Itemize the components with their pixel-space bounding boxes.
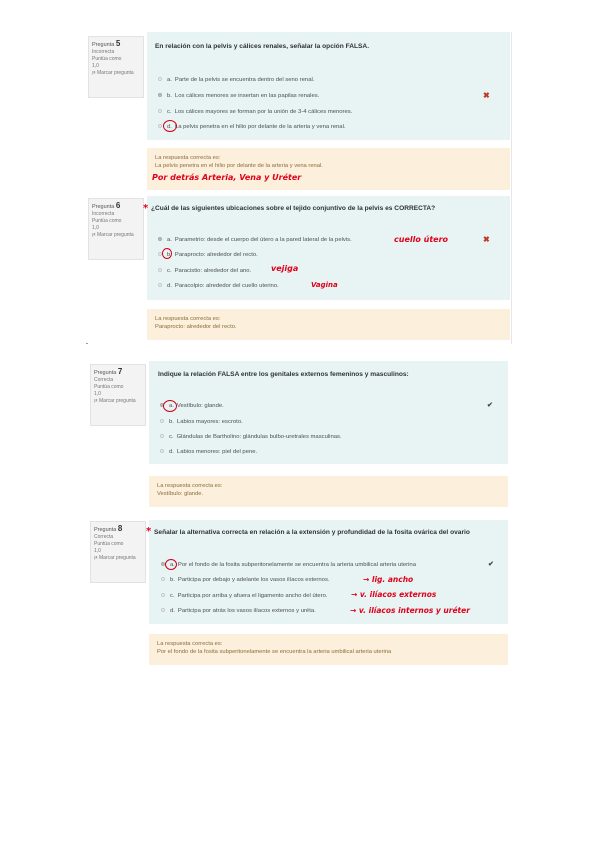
answer-option[interactable]: d. Paracolpio: alrededor del cuello uterino. bbox=[158, 283, 279, 289]
score-label: Puntúa como bbox=[94, 384, 124, 390]
feedback-box bbox=[149, 476, 508, 507]
score-value: 1,0 bbox=[92, 63, 99, 69]
handwritten-circle bbox=[163, 120, 177, 132]
handwritten-note: → lig. ancho bbox=[363, 575, 414, 584]
radio-button[interactable] bbox=[158, 77, 162, 81]
answer-option[interactable]: c. Paracistio: alrededor del ano. bbox=[158, 268, 251, 274]
radio-button[interactable] bbox=[158, 283, 162, 287]
handwritten-asterisk: * bbox=[146, 526, 152, 537]
handwritten-note: cuello útero bbox=[394, 235, 449, 244]
radio-button[interactable] bbox=[161, 577, 165, 581]
radio-button[interactable] bbox=[160, 419, 164, 423]
answer-option[interactable]: c. Los cálices mayores se forman por la unión de 3-4 cálices menores. bbox=[158, 109, 352, 115]
handwritten-circle bbox=[165, 559, 177, 570]
score-label: Puntúa como bbox=[92, 218, 122, 224]
radio-button[interactable] bbox=[161, 608, 165, 612]
flag-icon bbox=[94, 556, 98, 560]
score-value: 1,0 bbox=[94, 391, 101, 397]
question-text: ¿Cuál de las siguientes ubicaciones sobre el tejido conjuntivo de la pelvis es CORRECTA? bbox=[151, 205, 436, 212]
correct-icon: ✔ bbox=[487, 402, 493, 409]
feedback-answer: Paraprocto: alrededor del recto. bbox=[155, 324, 237, 330]
radio-button[interactable] bbox=[158, 237, 162, 241]
question-text: Indique la relación FALSA entre los genitales externos femeninos y masculinos: bbox=[158, 371, 409, 378]
handwritten-note: vejiga bbox=[271, 264, 299, 273]
answer-option[interactable]: b. Los cálices menores se insertan en las papilas renales. bbox=[158, 93, 319, 99]
radio-button[interactable] bbox=[158, 268, 162, 272]
incorrect-icon: ✖ bbox=[483, 91, 490, 100]
feedback-title: La respuesta correcta es: bbox=[155, 155, 221, 161]
flag-icon bbox=[92, 233, 96, 237]
answer-option[interactable]: b. Participa por debajo y adelante los vasos ilíacos externos. bbox=[161, 577, 330, 583]
question-info-7 bbox=[90, 364, 146, 426]
answer-option[interactable]: d. Participa por atrás los vasos ilíacos externos y uréta. bbox=[161, 608, 316, 614]
radio-button[interactable] bbox=[158, 109, 162, 113]
question-info-8 bbox=[90, 521, 146, 583]
answer-option[interactable]: b. Labios mayores: escroto. bbox=[160, 419, 243, 425]
feedback-title: La respuesta correcta es: bbox=[157, 641, 223, 647]
score-value: 1,0 bbox=[92, 225, 99, 231]
handwritten-note: → v. ilíacos internos y uréter bbox=[350, 606, 470, 615]
radio-button[interactable] bbox=[160, 434, 164, 438]
handwritten-circle bbox=[162, 248, 172, 259]
flag-question-link[interactable]: Marcar pregunta bbox=[94, 555, 142, 562]
incorrect-icon: ✖ bbox=[483, 235, 490, 244]
feedback-title: La respuesta correcta es: bbox=[157, 483, 223, 489]
radio-button[interactable] bbox=[160, 449, 164, 453]
feedback-answer: Vestíbulo: glande. bbox=[157, 491, 204, 497]
feedback-box bbox=[149, 634, 508, 665]
score-label: Puntúa como bbox=[94, 541, 124, 547]
answer-option[interactable]: c. Participa por arriba y afuera el ligamento ancho del útero. bbox=[161, 593, 328, 599]
feedback-answer: Por el fondo de la fosita subperitonelamente se encuentra la arteria umbilical arteria uterina bbox=[157, 649, 392, 655]
handwritten-circle bbox=[163, 400, 177, 412]
answer-option[interactable]: a. Parte de la pelvis se encuentra dentro del seno renal. bbox=[158, 77, 314, 83]
answer-option[interactable]: a. Parametrio: desde el cuerpo del útero a la pared lateral de la pelvis. bbox=[158, 237, 352, 243]
answer-option[interactable]: b. Paraprocto: alrededor del recto. bbox=[158, 252, 258, 258]
page-edge-line bbox=[511, 32, 512, 344]
flag-icon bbox=[94, 399, 98, 403]
question-number: Pregunta 6 bbox=[92, 201, 121, 210]
question-info-5 bbox=[88, 36, 144, 98]
radio-button[interactable] bbox=[158, 93, 162, 97]
flag-question-link[interactable]: Marcar pregunta bbox=[92, 70, 140, 77]
score-label: Puntúa como bbox=[92, 56, 122, 62]
page-mark bbox=[86, 343, 88, 344]
feedback-title: La respuesta correcta es: bbox=[155, 316, 221, 322]
flag-question-link[interactable]: Marcar pregunta bbox=[92, 232, 140, 239]
score-value: 1,0 bbox=[94, 548, 101, 554]
answer-option[interactable]: d. La pelvis penetra en el hilio por delante de la arteria y vena renal. bbox=[158, 124, 346, 130]
flag-question-link[interactable]: Marcar pregunta bbox=[94, 398, 142, 405]
question-status: Incorrecta bbox=[92, 211, 115, 217]
correct-icon: ✔ bbox=[488, 561, 494, 568]
handwritten-note: → v. ilíacos externos bbox=[351, 590, 437, 599]
question-number: Pregunta 5 bbox=[92, 39, 121, 48]
handwritten-note: Vagina bbox=[311, 281, 338, 289]
answer-option[interactable]: a. Vestíbulo: glande. bbox=[160, 403, 224, 409]
feedback-box bbox=[147, 148, 510, 190]
flag-icon bbox=[92, 71, 96, 75]
radio-button[interactable] bbox=[158, 124, 162, 128]
feedback-answer: La pelvis penetra en el hilio por delante de la arteria y vena renal. bbox=[155, 163, 323, 169]
question-status: Correcta bbox=[94, 534, 114, 540]
question-status: Incorrecta bbox=[92, 49, 115, 55]
question-text: Señalar la alternativa correcta en relación a la extensión y profundidad de la fosita ovárica del ovario bbox=[154, 529, 470, 536]
feedback-box bbox=[147, 309, 510, 340]
question-number: Pregunta 8 bbox=[94, 524, 123, 533]
question-info-6 bbox=[88, 198, 144, 260]
answer-option[interactable]: a. Por el fondo de la fosita subperitonelamente se encuentra la arteria umbilical arteria uterina bbox=[161, 562, 416, 568]
answer-option[interactable]: d. Labios menores: piel del pene. bbox=[160, 449, 257, 455]
question-status: Correcta bbox=[94, 377, 114, 383]
radio-button[interactable] bbox=[161, 593, 165, 597]
question-text: En relación con la pelvis y cálices renales, señalar la opción FALSA. bbox=[155, 43, 370, 50]
handwritten-note: Por detrás Arteria, Vena y Uréter bbox=[152, 173, 302, 182]
question-number: Pregunta 7 bbox=[94, 367, 123, 376]
handwritten-asterisk: * bbox=[143, 203, 149, 214]
answer-option[interactable]: c. Glándulas de Bartholino: glándulas bulbo-uretrales masculinas. bbox=[160, 434, 342, 440]
